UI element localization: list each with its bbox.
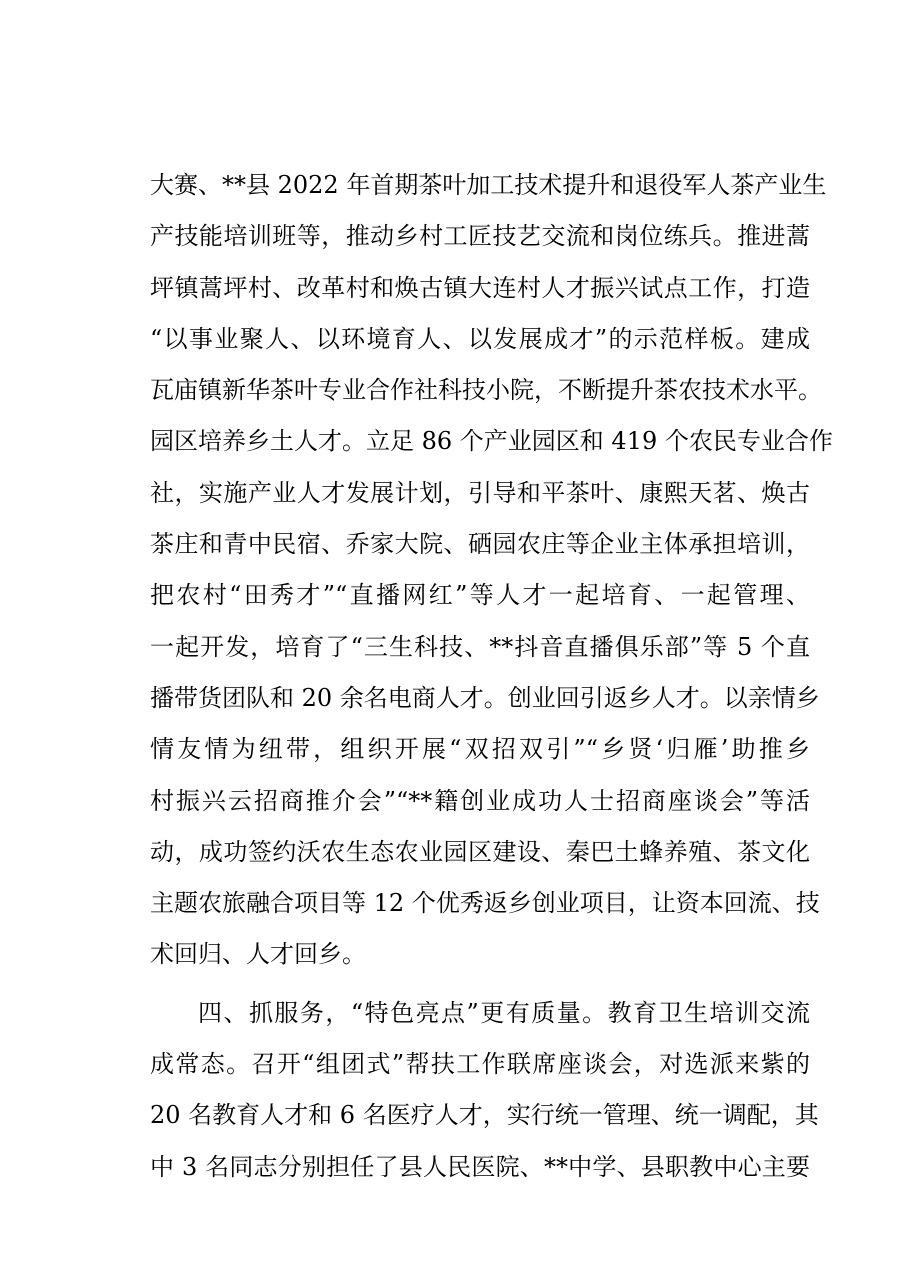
text-line: 坪镇蒿坪村、改革村和焕古镇大连村人才振兴试点工作，打造 [150, 273, 810, 302]
text-line: 主题农旅融合项目等 12 个优秀返乡创业项目，让资本回流、技 [150, 889, 820, 918]
text-line: 村振兴云招商推介会”“**籍创业成功人士招商座谈会”等活 [150, 786, 810, 815]
text-line: 茶庄和青中民宿、乔家大院、硒园农庄等企业主体承担培训， [150, 530, 810, 559]
text-line: 瓦庙镇新华茶叶专业合作社科技小院，不断提升茶农技术水平。 [150, 376, 822, 405]
text-line: 把农村“田秀才”“直播网红”等人才一起培育、一起管理、 [150, 581, 810, 610]
text-line: 中 3 名同志分别担任了县人民医院、**中学、县职教中心主要 [150, 1152, 810, 1181]
text-line: 动，成功签约沃农生态农业园区建设、秦巴土蜂养殖、茶文化 [150, 837, 810, 866]
text-line: 一起开发，培育了“三生科技、**抖音直播俱乐部”等 5 个直 [150, 632, 810, 661]
text-line: 成常态。召开“组团式”帮扶工作联席座谈会，对选派来紫的 [150, 1050, 810, 1079]
text-line: 20 名教育人才和 6 名医疗人才，实行统一管理、统一调配，其 [150, 1101, 819, 1130]
text-line: 社，实施产业人才发展计划，引导和平茶叶、康熙天茗、焕古 [150, 478, 810, 507]
text-line: 术回归、人才回乡。 [150, 940, 366, 969]
text-line: 情友情为纽带，组织开展“双招双引”“乡贤‘归雁’助推乡 [150, 735, 810, 764]
text-line: 园区培养乡土人才。立足 86 个产业园区和 419 个农民专业合作 [150, 427, 833, 456]
text-line: 产技能培训班等，推动乡村工匠技艺交流和岗位练兵。推进蒿 [150, 222, 810, 251]
paragraph-1 [150, 160, 833, 981]
paragraph-2 [150, 988, 819, 1193]
body-text [150, 160, 833, 1193]
text-line: “以事业聚人、以环境育人、以发展成才”的示范样板。建成 [150, 324, 810, 353]
text-line: 大赛、**县 2022 年首期茶叶加工技术提升和退役军人茶产业生 [150, 171, 827, 199]
text-line-indented: 四、抓服务，“特色亮点”更有质量。教育卫生培训交流 [198, 998, 810, 1027]
text-line: 播带货团队和 20 余名电商人才。创业回引返乡人才。以亲情乡 [150, 683, 820, 712]
paragraph-gap [150, 981, 810, 988]
